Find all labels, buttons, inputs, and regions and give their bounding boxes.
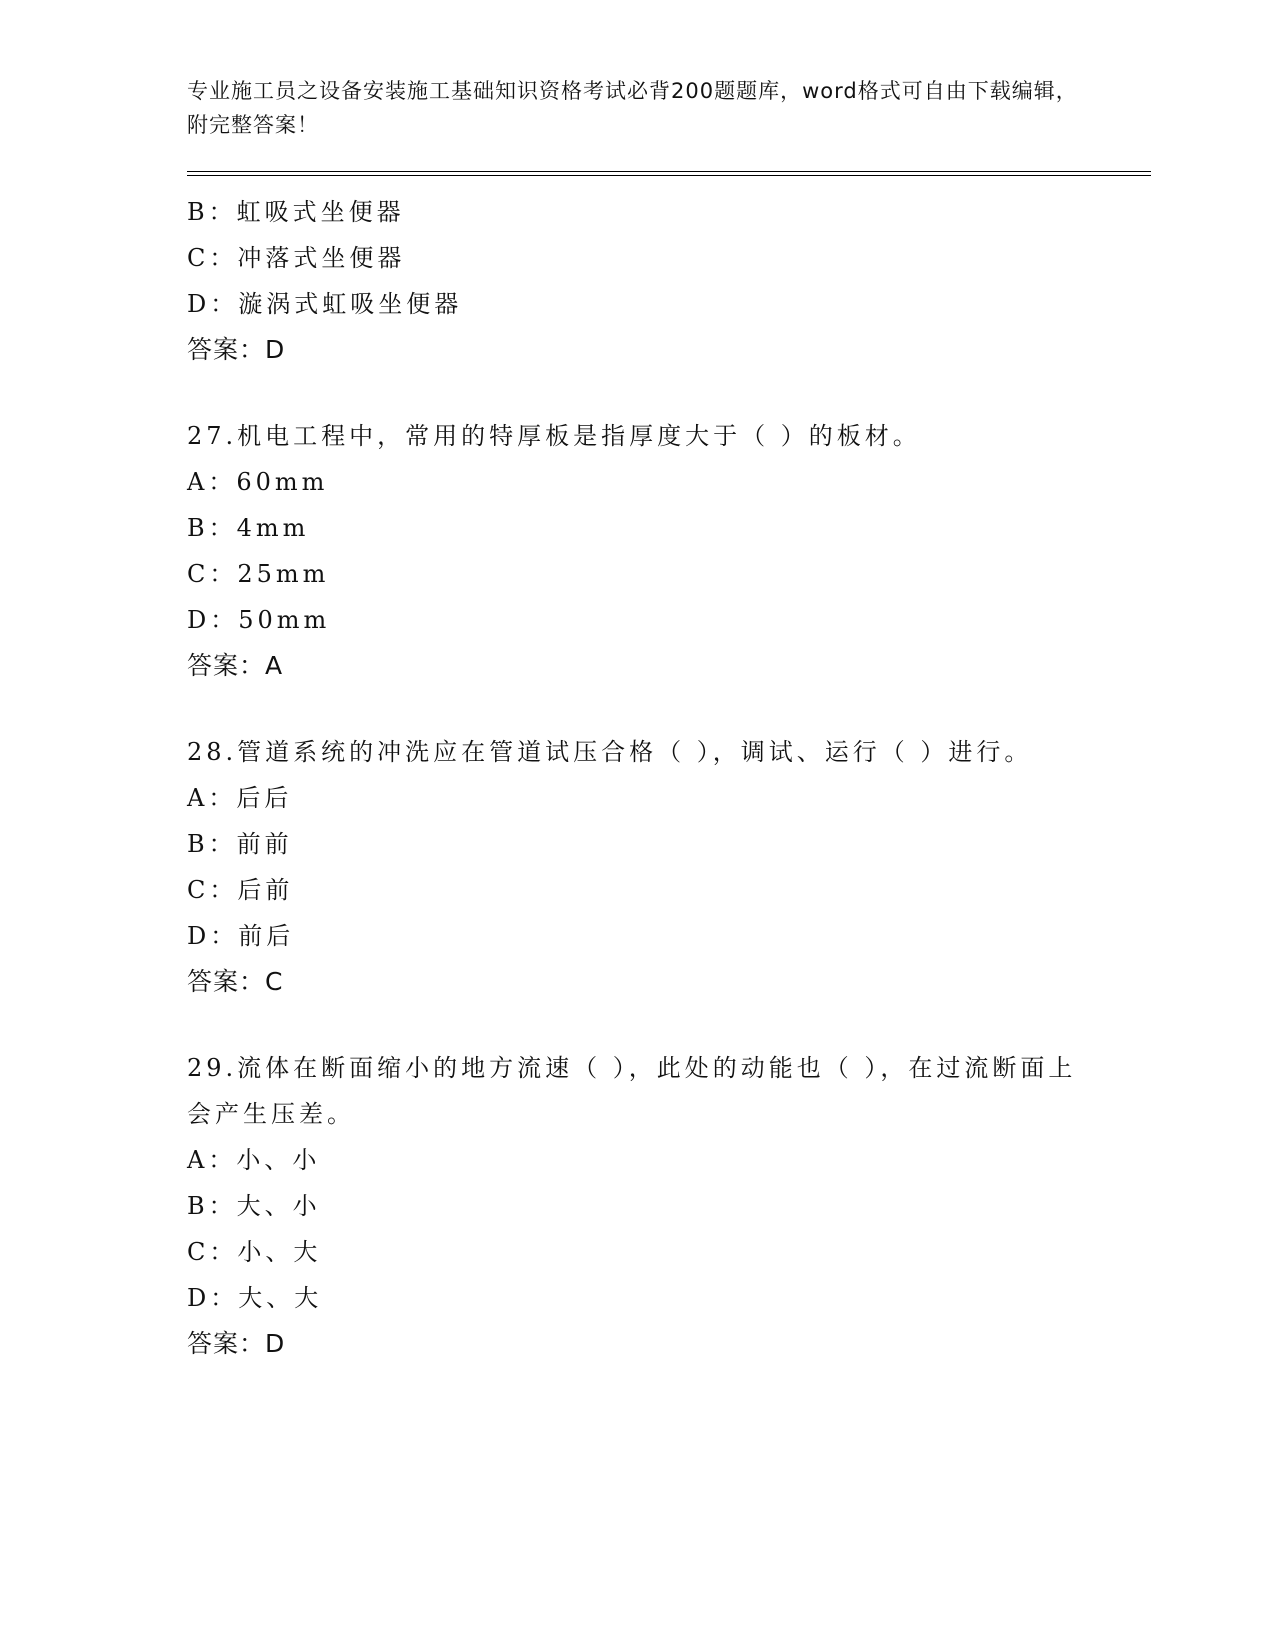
question-28 [187,729,1087,1005]
question-text: 29.流体在断面缩小的地方流速（ ），此处的动能也（ ），在过流断面上会产生压差。 [187,1054,1077,1128]
answer-line: 答案：C [187,967,284,996]
option-c: C：25mm [187,560,330,588]
answer-line: 答案：D [187,1329,286,1358]
option-c: C：后前 [187,876,294,904]
option-a: A：后后 [187,784,293,812]
option-b: B：大、小 [187,1192,321,1220]
document-header: 专业施工员之设备安装施工基础知识资格考试必背200题题库，word格式可自由下载编辑，附完整答案！ [187,79,1078,137]
answer-line: 答案：A [187,651,284,680]
answer-line: 答案：D [187,335,286,364]
previous-question-remainder [187,189,1087,373]
option-c: C：小、大 [187,1238,322,1266]
option-d: D：大、大 [187,1284,323,1312]
header-rule-top [187,171,1151,172]
option-b: B：虹吸式坐便器 [187,198,405,226]
option-d: D：50mm [187,606,331,634]
question-29 [187,1045,1087,1367]
option-a: A：60mm [187,468,329,496]
question-27 [187,413,1087,689]
question-text: 28.管道系统的冲洗应在管道试压合格（ ），调试、运行（ ）进行。 [187,738,1033,766]
option-d: D：漩涡式虹吸坐便器 [187,290,463,318]
option-c: C：冲落式坐便器 [187,244,406,272]
header-rule-bottom [187,175,1151,176]
option-b: B：4mm [187,514,310,542]
question-content [187,189,1087,1367]
option-b: B：前前 [187,830,293,858]
question-text: 27.机电工程中，常用的特厚板是指厚度大于（ ）的板材。 [187,422,921,450]
option-a: A：小、小 [187,1146,321,1174]
option-d: D：前后 [187,922,295,950]
